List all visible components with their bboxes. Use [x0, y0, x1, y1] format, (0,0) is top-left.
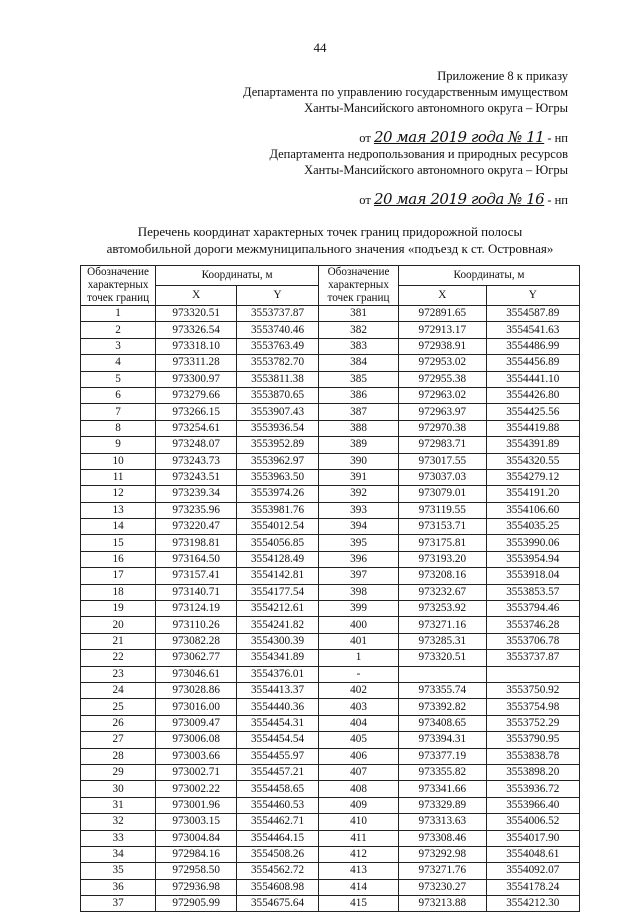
- cell-point-left: 30: [81, 781, 156, 797]
- cell-y-left: 3553952.89: [237, 437, 319, 453]
- cell-y-left: 3554675.64: [237, 896, 319, 912]
- table-row: [81, 879, 580, 895]
- table-row: [81, 863, 580, 879]
- table-row: [81, 355, 580, 371]
- cell-y-left: 3553974.26: [237, 486, 319, 502]
- cell-point-left: 13: [81, 502, 156, 518]
- cell-point-left: 3: [81, 338, 156, 354]
- cell-point-left: 12: [81, 486, 156, 502]
- cell-point-left: 22: [81, 650, 156, 666]
- cell-x-right: 973320.51: [399, 650, 486, 666]
- cell-point-right: -: [318, 666, 398, 682]
- cell-x-left: 973002.71: [156, 764, 237, 780]
- table-row: [81, 830, 580, 846]
- cell-x-right: 973232.67: [399, 584, 486, 600]
- department-line: Департамента по управлению государственным имуществом: [243, 85, 568, 99]
- cell-point-right: 415: [318, 896, 398, 912]
- cell-point-right: 406: [318, 748, 398, 764]
- cell-y-left: 3554128.49: [237, 551, 319, 567]
- cell-y-left: 3554508.26: [237, 846, 319, 862]
- cell-x-left: 973003.15: [156, 814, 237, 830]
- header-x-left: X: [156, 286, 237, 306]
- cell-point-right: 383: [318, 338, 398, 354]
- cell-x-left: 973110.26: [156, 617, 237, 633]
- table-row: [81, 535, 580, 551]
- cell-x-right: 972891.65: [399, 306, 486, 322]
- cell-x-left: 973003.66: [156, 748, 237, 764]
- cell-y-right: 3553990.06: [486, 535, 579, 551]
- cell-point-left: 17: [81, 568, 156, 584]
- cell-x-right: 973271.76: [399, 863, 486, 879]
- cell-point-left: 10: [81, 453, 156, 469]
- cell-y-right: 3553750.92: [486, 682, 579, 698]
- cell-point-left: 15: [81, 535, 156, 551]
- second-department-header: [269, 146, 568, 178]
- table-row: [81, 601, 580, 617]
- table-row: [81, 404, 580, 420]
- table-row: [81, 469, 580, 485]
- cell-x-right: 972913.17: [399, 322, 486, 338]
- cell-x-right: 973175.81: [399, 535, 486, 551]
- cell-y-left: 3554440.36: [237, 699, 319, 715]
- cell-x-left: 973300.97: [156, 371, 237, 387]
- cell-x-right: 973285.31: [399, 633, 486, 649]
- cell-x-right: 973355.82: [399, 764, 486, 780]
- cell-x-right: 973377.19: [399, 748, 486, 764]
- cell-y-right: 3554279.12: [486, 469, 579, 485]
- cell-x-left: 973248.07: [156, 437, 237, 453]
- cell-point-left: 29: [81, 764, 156, 780]
- cell-point-left: 25: [81, 699, 156, 715]
- cell-x-left: 973254.61: [156, 420, 237, 436]
- cell-point-right: 398: [318, 584, 398, 600]
- table-row: [81, 420, 580, 436]
- cell-point-left: 16: [81, 551, 156, 567]
- table-row: [81, 519, 580, 535]
- cell-point-left: 9: [81, 437, 156, 453]
- table-body: [81, 306, 580, 912]
- cell-point-left: 19: [81, 601, 156, 617]
- cell-point-right: 382: [318, 322, 398, 338]
- cell-y-right: 3554587.89: [486, 306, 579, 322]
- cell-x-left: 973266.15: [156, 404, 237, 420]
- cell-x-left: 973004.84: [156, 830, 237, 846]
- cell-y-right: 3553936.72: [486, 781, 579, 797]
- cell-point-left: 11: [81, 469, 156, 485]
- table-row: [81, 437, 580, 453]
- cell-x-right: 973313.63: [399, 814, 486, 830]
- handwritten-order-date: 20 мая 2019 года № 16: [373, 190, 545, 208]
- cell-y-right: 3553746.28: [486, 617, 579, 633]
- cell-y-right: 3553706.78: [486, 633, 579, 649]
- cell-y-left: 3553870.65: [237, 387, 319, 403]
- cell-y-left: 3553936.54: [237, 420, 319, 436]
- cell-x-right: 973208.16: [399, 568, 486, 584]
- cell-x-left: 973006.08: [156, 732, 237, 748]
- cell-point-left: 18: [81, 584, 156, 600]
- table-row: [81, 814, 580, 830]
- cell-y-left: 3554562.72: [237, 863, 319, 879]
- table-row: [81, 748, 580, 764]
- cell-x-left: 973243.51: [156, 469, 237, 485]
- cell-point-left: 8: [81, 420, 156, 436]
- title-line: автомобильной дороги межмуниципального значения «подъезд к ст. Островная»: [106, 241, 554, 256]
- cell-x-left: 972936.98: [156, 879, 237, 895]
- cell-y-right: 3553954.94: [486, 551, 579, 567]
- department-line: Департамента недропользования и природных ресурсов: [269, 147, 568, 161]
- table-row: [81, 896, 580, 912]
- cell-point-left: 7: [81, 404, 156, 420]
- table-row: [81, 387, 580, 403]
- cell-x-right: 972970.38: [399, 420, 486, 436]
- cell-x-left: 973164.50: [156, 551, 237, 567]
- cell-y-left: 3554608.98: [237, 879, 319, 895]
- table-row: [81, 453, 580, 469]
- cell-y-right: 3554212.30: [486, 896, 579, 912]
- cell-x-left: 973198.81: [156, 535, 237, 551]
- order-suffix: - нп: [547, 131, 568, 145]
- cell-x-left: 973235.96: [156, 502, 237, 518]
- cell-x-right: 973394.31: [399, 732, 486, 748]
- cell-point-left: 1: [81, 306, 156, 322]
- header-x-right: X: [399, 286, 486, 306]
- table-row: [81, 322, 580, 338]
- cell-x-left: 973062.77: [156, 650, 237, 666]
- cell-point-right: 402: [318, 682, 398, 698]
- cell-x-left: 973157.41: [156, 568, 237, 584]
- cell-y-left: 3553782.70: [237, 355, 319, 371]
- table-row: [81, 617, 580, 633]
- cell-y-left: 3553963.50: [237, 469, 319, 485]
- cell-point-right: 381: [318, 306, 398, 322]
- cell-point-left: 34: [81, 846, 156, 862]
- table-row: [81, 682, 580, 698]
- cell-x-right: 972938.91: [399, 338, 486, 354]
- cell-y-right: 3553794.46: [486, 601, 579, 617]
- cell-x-right: 973153.71: [399, 519, 486, 535]
- cell-point-left: 37: [81, 896, 156, 912]
- cell-y-left: 3554462.71: [237, 814, 319, 830]
- header-coords-right: Координаты, м: [399, 266, 580, 286]
- cell-x-left: 973082.28: [156, 633, 237, 649]
- cell-y-left: 3554413.37: [237, 682, 319, 698]
- coordinates-table: [80, 265, 580, 912]
- cell-point-right: 414: [318, 879, 398, 895]
- cell-y-right: 3553790.95: [486, 732, 579, 748]
- table-row: [81, 633, 580, 649]
- order-prefix: от: [359, 131, 371, 145]
- cell-y-right: 3553966.40: [486, 797, 579, 813]
- cell-point-right: 390: [318, 453, 398, 469]
- cell-y-left: 3554454.31: [237, 715, 319, 731]
- cell-x-left: 973140.71: [156, 584, 237, 600]
- cell-x-left: 973124.19: [156, 601, 237, 617]
- order-line-2: [359, 190, 568, 208]
- cell-point-right: 386: [318, 387, 398, 403]
- cell-x-right: 973329.89: [399, 797, 486, 813]
- order-prefix: от: [359, 193, 371, 207]
- cell-x-left: 973318.10: [156, 338, 237, 354]
- cell-x-left: 973009.47: [156, 715, 237, 731]
- cell-y-left: 3554455.97: [237, 748, 319, 764]
- cell-x-right: 973308.46: [399, 830, 486, 846]
- cell-x-left: 973311.28: [156, 355, 237, 371]
- cell-y-right: 3554426.80: [486, 387, 579, 403]
- cell-point-left: 27: [81, 732, 156, 748]
- cell-y-left: 3554457.21: [237, 764, 319, 780]
- cell-y-right: [486, 666, 579, 682]
- cell-y-right: 3554191.20: [486, 486, 579, 502]
- cell-point-right: 401: [318, 633, 398, 649]
- table-row: [81, 699, 580, 715]
- cell-point-left: 31: [81, 797, 156, 813]
- cell-x-left: 972905.99: [156, 896, 237, 912]
- cell-y-left: 3554177.54: [237, 584, 319, 600]
- cell-y-left: 3553962.97: [237, 453, 319, 469]
- table-row: [81, 846, 580, 862]
- table-row: [81, 797, 580, 813]
- cell-point-right: 400: [318, 617, 398, 633]
- cell-y-left: 3554056.85: [237, 535, 319, 551]
- cell-x-right: 973119.55: [399, 502, 486, 518]
- cell-point-left: 4: [81, 355, 156, 371]
- cell-x-right: 973355.74: [399, 682, 486, 698]
- cell-x-right: 973017.55: [399, 453, 486, 469]
- cell-x-right: 972963.02: [399, 387, 486, 403]
- cell-point-left: 20: [81, 617, 156, 633]
- cell-point-right: 395: [318, 535, 398, 551]
- cell-point-right: 388: [318, 420, 398, 436]
- cell-point-left: 32: [81, 814, 156, 830]
- header-point-right: Обозначение характерных точек границ: [318, 266, 398, 306]
- cell-point-right: 393: [318, 502, 398, 518]
- cell-y-right: 3553737.87: [486, 650, 579, 666]
- cell-point-right: 387: [318, 404, 398, 420]
- cell-x-right: 973037.03: [399, 469, 486, 485]
- cell-point-left: 26: [81, 715, 156, 731]
- cell-x-left: 973279.66: [156, 387, 237, 403]
- cell-y-right: 3554048.61: [486, 846, 579, 862]
- cell-y-right: 3553752.29: [486, 715, 579, 731]
- cell-y-right: 3554541.63: [486, 322, 579, 338]
- cell-y-left: 3554376.01: [237, 666, 319, 682]
- table-row: [81, 371, 580, 387]
- cell-y-left: 3554460.53: [237, 797, 319, 813]
- cell-point-right: 384: [318, 355, 398, 371]
- header-y-left: Y: [237, 286, 319, 306]
- cell-point-right: 396: [318, 551, 398, 567]
- cell-x-right: 973271.16: [399, 617, 486, 633]
- cell-x-left: 973028.86: [156, 682, 237, 698]
- cell-x-left: 973243.73: [156, 453, 237, 469]
- cell-x-right: [399, 666, 486, 682]
- cell-point-right: 413: [318, 863, 398, 879]
- cell-x-left: 973002.22: [156, 781, 237, 797]
- cell-x-left: 972958.50: [156, 863, 237, 879]
- cell-y-right: 3554486.99: [486, 338, 579, 354]
- cell-y-right: 3553754.98: [486, 699, 579, 715]
- cell-y-left: 3553981.76: [237, 502, 319, 518]
- cell-point-right: 412: [318, 846, 398, 862]
- cell-x-left: 973046.61: [156, 666, 237, 682]
- table-row: [81, 666, 580, 682]
- cell-point-right: 408: [318, 781, 398, 797]
- cell-y-right: 3554106.60: [486, 502, 579, 518]
- cell-point-left: 23: [81, 666, 156, 682]
- cell-y-left: 3554012.54: [237, 519, 319, 535]
- cell-y-right: 3554456.89: [486, 355, 579, 371]
- cell-x-right: 973079.01: [399, 486, 486, 502]
- document-title: [60, 223, 600, 257]
- cell-point-left: 21: [81, 633, 156, 649]
- cell-x-left: 972984.16: [156, 846, 237, 862]
- cell-point-right: 404: [318, 715, 398, 731]
- cell-y-left: 3553763.49: [237, 338, 319, 354]
- table-row: [81, 551, 580, 567]
- cell-x-left: 973001.96: [156, 797, 237, 813]
- cell-x-left: 973239.34: [156, 486, 237, 502]
- region-line: Ханты-Мансийского автономного округа – Югры: [304, 163, 568, 177]
- cell-x-left: 973326.54: [156, 322, 237, 338]
- cell-y-left: 3553907.43: [237, 404, 319, 420]
- cell-point-right: 411: [318, 830, 398, 846]
- cell-point-left: 24: [81, 682, 156, 698]
- table-row: [81, 715, 580, 731]
- cell-y-right: 3554441.10: [486, 371, 579, 387]
- cell-point-left: 36: [81, 879, 156, 895]
- handwritten-order-date: 20 мая 2019 года № 11: [373, 128, 545, 146]
- cell-y-right: 3554006.52: [486, 814, 579, 830]
- cell-x-left: 973016.00: [156, 699, 237, 715]
- cell-point-right: 397: [318, 568, 398, 584]
- table-row: [81, 502, 580, 518]
- cell-x-right: 973193.20: [399, 551, 486, 567]
- cell-y-right: 3553918.04: [486, 568, 579, 584]
- appendix-header: [243, 68, 568, 116]
- cell-point-right: 385: [318, 371, 398, 387]
- table-row: [81, 732, 580, 748]
- cell-point-right: 410: [318, 814, 398, 830]
- cell-x-right: 973392.82: [399, 699, 486, 715]
- cell-y-left: 3553740.46: [237, 322, 319, 338]
- cell-y-left: 3554464.15: [237, 830, 319, 846]
- table-row: [81, 486, 580, 502]
- table-row: [81, 781, 580, 797]
- cell-point-right: 392: [318, 486, 398, 502]
- cell-y-left: 3554241.82: [237, 617, 319, 633]
- order-suffix: - нп: [547, 193, 568, 207]
- cell-x-right: 973292.98: [399, 846, 486, 862]
- cell-y-right: 3553838.78: [486, 748, 579, 764]
- cell-x-left: 973220.47: [156, 519, 237, 535]
- cell-x-right: 972963.97: [399, 404, 486, 420]
- cell-y-left: 3553737.87: [237, 306, 319, 322]
- cell-point-right: 391: [318, 469, 398, 485]
- cell-x-right: 972955.38: [399, 371, 486, 387]
- cell-y-left: 3554212.61: [237, 601, 319, 617]
- cell-y-right: 3553898.20: [486, 764, 579, 780]
- cell-point-right: 394: [318, 519, 398, 535]
- cell-point-right: 1: [318, 650, 398, 666]
- header-y-right: Y: [486, 286, 579, 306]
- header-point-left: Обозначение характерных точек границ: [81, 266, 156, 306]
- table-row: [81, 584, 580, 600]
- cell-y-right: 3554035.25: [486, 519, 579, 535]
- cell-y-right: 3554320.55: [486, 453, 579, 469]
- cell-point-right: 405: [318, 732, 398, 748]
- table-row: [81, 338, 580, 354]
- cell-y-right: 3554425.56: [486, 404, 579, 420]
- cell-point-left: 33: [81, 830, 156, 846]
- cell-point-right: 403: [318, 699, 398, 715]
- cell-y-left: 3554300.39: [237, 633, 319, 649]
- cell-point-right: 409: [318, 797, 398, 813]
- cell-y-right: 3554391.89: [486, 437, 579, 453]
- order-line-1: [359, 128, 568, 146]
- table-row: [81, 764, 580, 780]
- cell-point-right: 399: [318, 601, 398, 617]
- table-row: [81, 650, 580, 666]
- cell-point-left: 5: [81, 371, 156, 387]
- cell-point-right: 389: [318, 437, 398, 453]
- cell-y-left: 3554458.65: [237, 781, 319, 797]
- cell-y-left: 3554341.89: [237, 650, 319, 666]
- cell-y-right: 3554017.90: [486, 830, 579, 846]
- cell-x-right: 973341.66: [399, 781, 486, 797]
- page-number: 44: [313, 40, 327, 55]
- cell-x-right: 973213.88: [399, 896, 486, 912]
- cell-x-right: 972953.02: [399, 355, 486, 371]
- cell-point-left: 14: [81, 519, 156, 535]
- cell-y-right: 3554092.07: [486, 863, 579, 879]
- cell-x-right: 973230.27: [399, 879, 486, 895]
- cell-y-right: 3554419.88: [486, 420, 579, 436]
- region-line: Ханты-Мансийского автономного округа – Югры: [304, 101, 568, 115]
- cell-y-left: 3554454.54: [237, 732, 319, 748]
- table-row: [81, 568, 580, 584]
- cell-x-left: 973320.51: [156, 306, 237, 322]
- table-row: [81, 306, 580, 322]
- cell-y-right: 3554178.24: [486, 879, 579, 895]
- cell-x-right: 972983.71: [399, 437, 486, 453]
- appendix-line: Приложение 8 к приказу: [437, 69, 568, 83]
- cell-x-right: 973253.92: [399, 601, 486, 617]
- cell-point-left: 35: [81, 863, 156, 879]
- cell-y-left: 3554142.81: [237, 568, 319, 584]
- cell-point-right: 407: [318, 764, 398, 780]
- header-coords-left: Координаты, м: [156, 266, 319, 286]
- cell-point-left: 2: [81, 322, 156, 338]
- cell-point-left: 28: [81, 748, 156, 764]
- cell-y-left: 3553811.38: [237, 371, 319, 387]
- cell-point-left: 6: [81, 387, 156, 403]
- cell-x-right: 973408.65: [399, 715, 486, 731]
- title-line: Перечень координат характерных точек границ придорожной полосы: [137, 224, 523, 239]
- cell-y-right: 3553853.57: [486, 584, 579, 600]
